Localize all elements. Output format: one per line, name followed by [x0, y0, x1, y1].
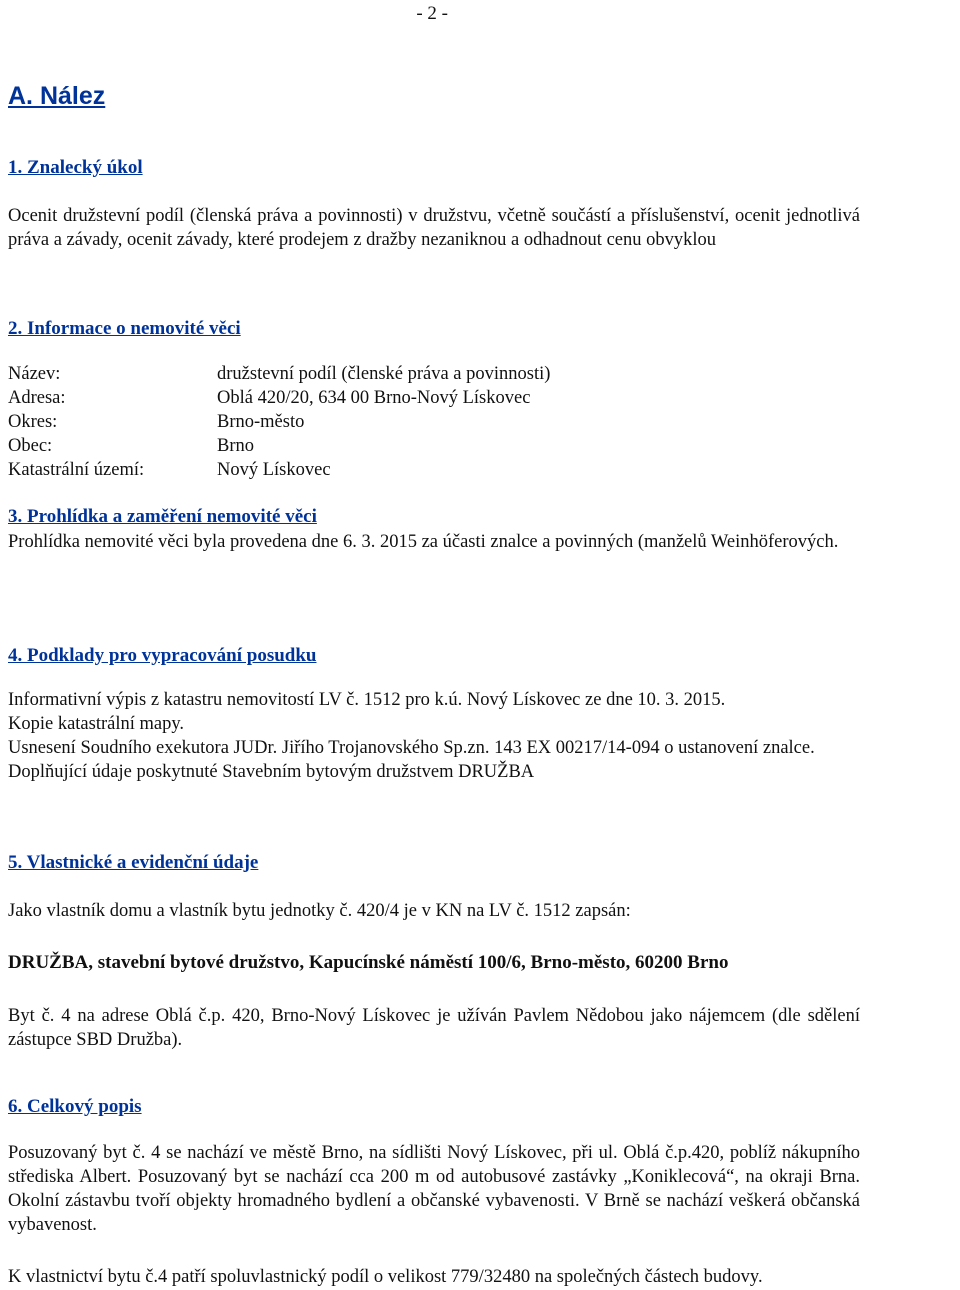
info-label: Okres: [8, 412, 58, 432]
section-3-text: Prohlídka nemovité věci byla provedena dne 6. 3. 2015 za účasti znalce a povinných (manželů Weinhöferových. [8, 532, 839, 552]
section-6-title: 6. Celkový popis [8, 1096, 142, 1117]
info-row [0, 362, 960, 386]
owner-intro: Jako vlastník domu a vlastník bytu jednotky č. 420/4 je v KN na LV č. 1512 zapsán: [8, 901, 631, 921]
info-value: Oblá 420/20, 634 00 Brno-Nový Lískovec [217, 388, 531, 408]
owner-name: DRUŽBA, stavební bytové družstvo, Kapucínské náměstí 100/6, Brno-město, 60200 Brno [8, 952, 729, 973]
info-row [0, 386, 960, 410]
source-item: Usnesení Soudního exekutora JUDr. Jiřího Trojanovského Sp.zn. 143 EX 00217/14-094 o ustanovení znalce. [8, 738, 815, 758]
info-value: Nový Lískovec [217, 460, 331, 480]
source-item: Informativní výpis z katastru nemovitostí LV č. 1512 pro k.ú. Nový Lískovec ze dne 10. 3. 2015. [8, 690, 726, 710]
page-number: - 2 - [416, 3, 448, 24]
section-4-title: 4. Podklady pro vypracování posudku [8, 645, 317, 666]
info-value: družstevní podíl (členské práva a povinnosti) [217, 364, 551, 384]
section-1-text: Ocenit družstevní podíl (členská práva a povinnosti) v družstvu, včetně součástí a příslušenství, ocenit jednotlivá práva a závady, ocenit závady, které prodejem z dražby nezaniknou a odhadnout cenu obvyklou [8, 206, 860, 250]
section-1-title: 1. Znalecký úkol [8, 157, 143, 178]
section-5-title: 5. Vlastnické a evidenční údaje [8, 852, 259, 873]
source-item: Doplňující údaje poskytnuté Stavebním bytovým družstvem DRUŽBA [8, 762, 535, 782]
info-row [0, 458, 960, 482]
main-heading: A. Nález [8, 82, 106, 110]
tenant-text: Byt č. 4 na adrese Oblá č.p. 420, Brno-Nový Lískovec je užíván Pavlem Nědobou jako nájemcem (dle sdělení zástupce SBD Družba). [8, 1006, 860, 1050]
ownership-share: K vlastnictví bytu č.4 patří spoluvlastnický podíl o velikost 779/32480 na společných částech budovy. [8, 1267, 763, 1287]
section-3-title: 3. Prohlídka a zaměření nemovité věci [8, 506, 317, 527]
info-label: Katastrální území: [8, 460, 145, 480]
sources-list [8, 688, 868, 784]
info-label: Název: [8, 364, 61, 384]
info-label: Adresa: [8, 388, 66, 408]
info-row [0, 434, 960, 458]
description-text: Posuzovaný byt č. 4 se nachází ve městě Brno, na sídlišti Nový Lískovec, při ul. Oblá č.p.420, poblíž nákupního střediska Albert. Posuzovaný byt se nachází cca 200 m od autobusové zastávky „Koniklecová“, na okraji Brna. Okolní zástavbu tvoří objekty hromadného bydlení a občanské vybavenosti. V Brně se nachází veškerá občanská vybavenost. [8, 1143, 860, 1235]
info-label: Obec: [8, 436, 53, 456]
section-2-title: 2. Informace o nemovité věci [8, 318, 241, 339]
info-value: Brno-město [217, 412, 305, 432]
info-row [0, 410, 960, 434]
source-item: Kopie katastrální mapy. [8, 714, 185, 734]
property-info-table [0, 362, 960, 482]
info-value: Brno [217, 436, 254, 456]
